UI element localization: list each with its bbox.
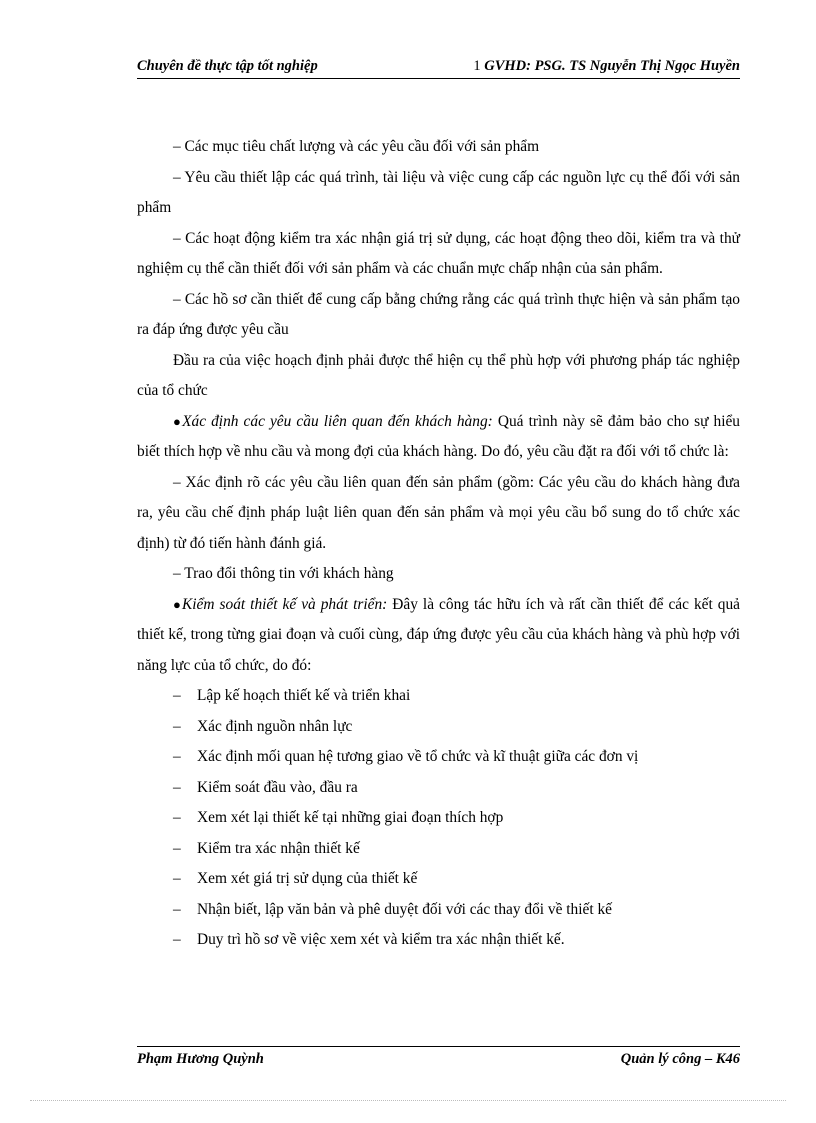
bullet-paragraph xyxy=(137,407,740,468)
paragraph: – Các hoạt động kiểm tra xác nhận giá trị sử dụng, các hoạt động theo dõi, kiểm tra và thử nghiệm cụ thể cần thiết đối với sản phẩm và các chuẩn mực chấp nhận của sản phẩm. xyxy=(137,229,740,277)
dash-marker: – xyxy=(173,931,181,948)
dash-marker: – xyxy=(173,748,181,765)
design-control-list xyxy=(137,681,740,956)
bullet-paragraph xyxy=(137,590,740,682)
page-break-line xyxy=(30,1100,786,1101)
dash-marker: – xyxy=(173,687,181,704)
dash-marker: – xyxy=(173,809,181,826)
page-number: 1 xyxy=(473,58,481,74)
paragraph: – Xác định rõ các yêu cầu liên quan đến sản phẩm (gồm: Các yêu cầu do khách hàng đưa ra, yêu cầu chế định pháp luật liên quan đến sản phẩm và mọi yêu cầu bổ sung do tổ chức xác định) từ đó tiến hành đánh giá. xyxy=(137,473,740,552)
list-item-text: Xem xét giá trị sử dụng của thiết kế xyxy=(197,870,418,887)
list-item-text: Duy trì hồ sơ về việc xem xét và kiểm tra xác nhận thiết kế. xyxy=(197,931,565,948)
dash-marker: – xyxy=(173,870,181,887)
list-item-text: Kiểm tra xác nhận thiết kế xyxy=(197,839,360,857)
bullet-icon: ● xyxy=(173,413,183,429)
list-item-text: Xác định mối quan hệ tương giao về tổ chức và kĩ thuật giữa các đơn vị xyxy=(197,748,639,765)
page-header xyxy=(137,56,740,79)
footer-author: Phạm Hương Quỳnh xyxy=(137,1051,264,1067)
list-item-text: Lập kế hoạch thiết kế và triển khai xyxy=(197,687,411,704)
list-item xyxy=(137,742,740,773)
page-footer xyxy=(137,1046,740,1073)
list-item-text: Kiểm soát đầu vào, đầu ra xyxy=(197,778,358,796)
list-item-text: Xem xét lại thiết kế tại những giai đoạn thích hợp xyxy=(197,809,504,826)
bullet-text: Đây là công tác hữu ích và rất cần thiết để các kết quả thiết kế, trong từng giai đoạn và cuối cùng, đáp ứng được yêu cầu của khách hàng và phù hợp với năng lực của tổ chức, do đó: xyxy=(137,595,740,674)
paragraph: – Các mục tiêu chất lượng và các yêu cầu đối với sản phẩm xyxy=(173,138,540,155)
paragraph: Đầu ra của việc hoạch định phải được thể hiện cụ thể phù hợp với phương pháp tác nghiệp của tổ chức xyxy=(137,351,740,399)
header-supervisor-text: GVHD: PSG. TS Nguyễn Thị Ngọc Huyền xyxy=(484,58,740,74)
list-item xyxy=(137,773,740,804)
list-item xyxy=(137,864,740,895)
list-item-text: Nhận biết, lập văn bản và phê duyệt đối với các thay đổi về thiết kế xyxy=(197,900,613,918)
list-item xyxy=(137,712,740,743)
list-item-text: Xác định nguồn nhân lực xyxy=(197,717,353,735)
paragraph: – Yêu cầu thiết lập các quá trình, tài liệu và việc cung cấp các nguồn lực cụ thể đối với sản phẩm xyxy=(137,168,740,216)
bullet-text: Quá trình này sẽ đảm bảo cho sự hiểu biết thích hợp về nhu cầu và mong đợi của khách hàng. Do đó, yêu cầu đặt ra đối với tổ chức là: xyxy=(137,412,740,460)
dash-marker: – xyxy=(173,778,181,796)
bullet-icon: ● xyxy=(173,596,183,612)
header-title: Chuyên đề thực tập tốt nghiệp xyxy=(137,58,318,74)
list-item xyxy=(137,925,740,956)
dash-marker: – xyxy=(173,900,181,918)
bullet-heading: Xác định các yêu cầu liên quan đến khách hàng: xyxy=(182,412,493,430)
paragraph: – Các hồ sơ cần thiết để cung cấp bằng chứng rằng các quá trình thực hiện và sản phẩm tạo ra đáp ứng được yêu cầu xyxy=(137,290,740,338)
dash-marker: – xyxy=(173,717,181,735)
list-item xyxy=(137,803,740,834)
paragraph: – Trao đổi thông tin với khách hàng xyxy=(173,565,394,582)
list-item xyxy=(137,681,740,712)
header-supervisor xyxy=(473,58,740,75)
dash-marker: – xyxy=(173,839,181,857)
list-item xyxy=(137,895,740,926)
footer-class: Quản lý công – K46 xyxy=(620,1051,740,1067)
list-item xyxy=(137,834,740,865)
bullet-heading: Kiểm soát thiết kế và phát triển: xyxy=(182,595,388,613)
document-body xyxy=(137,132,740,956)
